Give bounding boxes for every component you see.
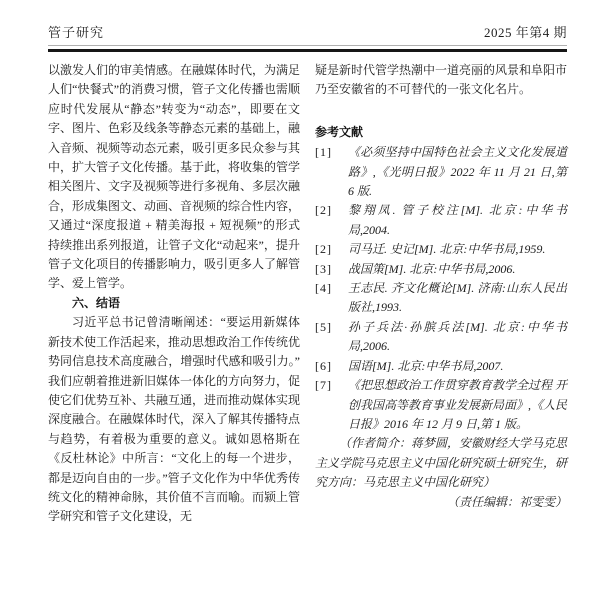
reference-number: [2] xyxy=(315,242,332,257)
author-bio: （作者简介：蒋梦圆，安徽财经大学马克思主义学院马克思主义中国化研究硕士研究生，研究方向：马克思主义中国化研究） xyxy=(315,436,568,490)
reference-text: 《必须坚持中国特色社会主义文化发展道路》,《光明日报》2022 年 11 月 21 日,第 6 版. xyxy=(348,145,567,199)
reference-text: 王志民. 齐文化概论[M]. 济南:山东人民出版社,1993. xyxy=(348,281,567,315)
reference-text: 《把思想政治工作贯穿教育教学全过程 开创我国高等教育事业发展新局面》,《人民日报》2016 年 12 月 9 日,第 1 版。 xyxy=(348,378,568,431)
reference-number: [5] xyxy=(315,319,332,334)
reference-text: 战国策[M]. 北京:中华书局,2006. xyxy=(348,261,516,276)
reference-item xyxy=(315,279,567,318)
conclusion-paragraph: 习近平总书记曾清晰阐述：“要运用新媒体新技术使工作活起来，推动思想政治工作传统优势同信息技术高度融合，增强时代感和吸引力。”我们应朝着推进新旧媒体一体化的方向努力，促使它们优势互补、共融互通，进而推动媒体实现深度融合。在融媒体时代，深入了解其传播特点与趋势，有着极为重要的意义。诚如恩格斯在《反杜林论》中所言：“文化上的每一个进步，都是迈向自由的一步。”管子文化作为中华优秀传统文化的精神命脉，其价值不言而喻。而颍上管学研究和管子文化建设，无 xyxy=(48,315,301,524)
page-header xyxy=(48,22,567,46)
editor-note: （责任编辑：祁雯雯） xyxy=(446,494,567,509)
reference-item xyxy=(315,357,567,376)
right-column xyxy=(315,61,567,527)
reference-text: 国语[M]. 北京:中华书局,2007. xyxy=(348,358,504,373)
content-columns xyxy=(48,61,567,527)
reference-item xyxy=(315,240,567,259)
reference-text: 孙子兵法·孙膑兵法[M]. 北京:中华书局,2006. xyxy=(348,319,567,354)
reference-number: [4] xyxy=(315,281,332,296)
continuation-paragraph: 疑是新时代管学热潮中一道亮丽的风景和阜阳市乃至安徽省的不可替代的一张文化名片。 xyxy=(315,63,568,97)
reference-text: 司马迁. 史记[M]. 北京:中华书局,1959. xyxy=(348,242,546,257)
reference-number: [6] xyxy=(315,358,332,373)
reference-item xyxy=(315,318,567,357)
journal-title: 管子研究 xyxy=(48,25,105,40)
body-paragraph: 以激发人们的审美情感。在融媒体时代，为满足人们“快餐式”的消费习惯，管子文化传播也需顺应时代发展从“静态”转变为“动态”，即要在文字、图片、色彩及线条等静态元素的基础上，融入音频、视频等动态元素，吸引更多民众参与其中，扩大管子文化传播。基于此，将收集的管学相关图片、文字及视频等进行多视角、多层次融合，形成集图文、动画、音视频的综合性内容，又通过“深度报道 + 精美海报 + 短视频”的形式持续推出系列报道，让管子文化“动起来”，提升管子文化项目的传播影响力，吸引更多人了解管学、爱上管学。 xyxy=(48,63,301,291)
header-rule xyxy=(48,49,567,52)
reference-number: [7] xyxy=(315,378,332,393)
conclusion-heading: 六、结语 xyxy=(72,295,121,310)
reference-number: [3] xyxy=(315,261,332,276)
left-column xyxy=(48,61,300,527)
reference-number: [2] xyxy=(315,203,332,218)
reference-item xyxy=(315,376,567,434)
reference-item xyxy=(315,260,567,279)
issue-label: 2025 年第4 期 xyxy=(483,25,567,40)
reference-item xyxy=(315,201,567,240)
references-heading: 参考文献 xyxy=(315,124,364,139)
reference-text: 黎翔凤. 管子校注[M]. 北京:中华书局,2004. xyxy=(348,203,567,237)
reference-number: [1] xyxy=(315,145,332,160)
reference-item xyxy=(315,143,567,201)
